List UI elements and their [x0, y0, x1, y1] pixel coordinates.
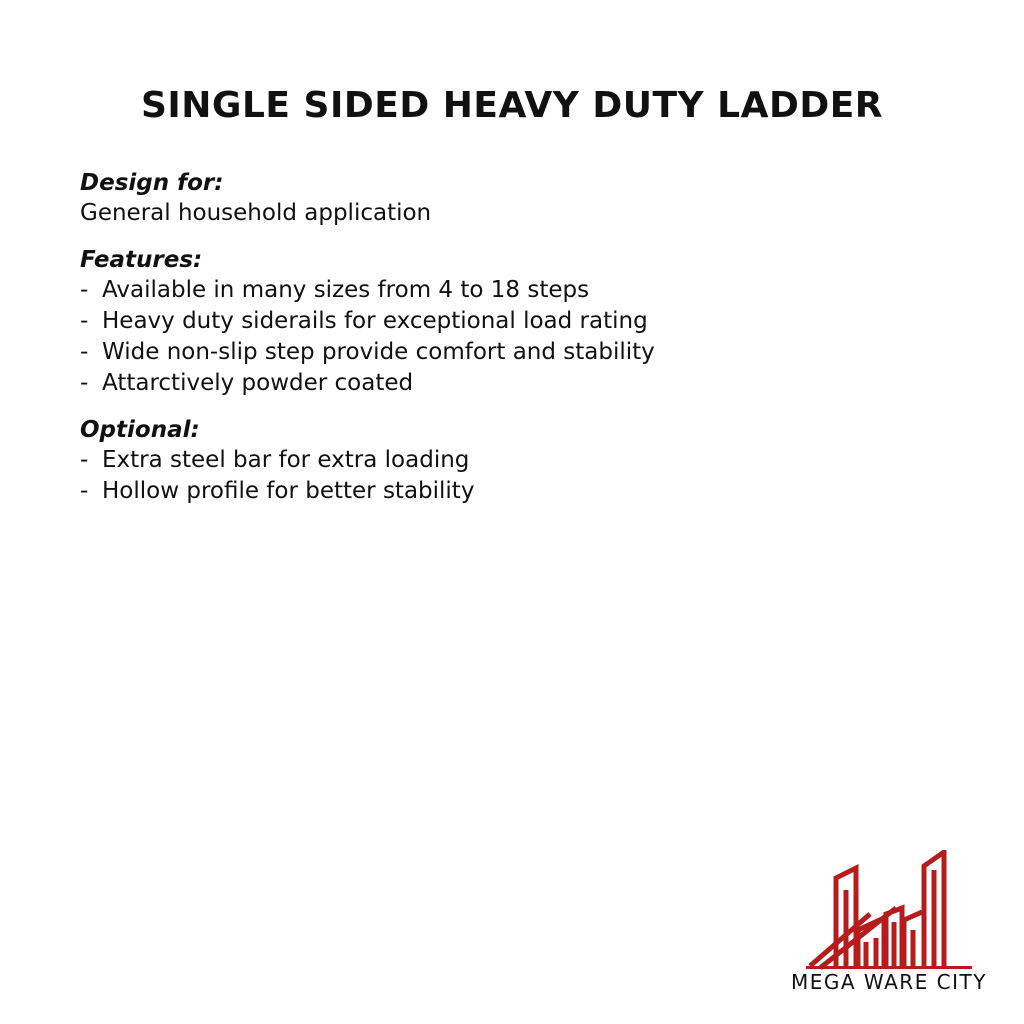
optional-section [80, 415, 960, 507]
features-heading: Features: [80, 247, 203, 273]
optional-text: Extra steel bar for extra loading [102, 447, 470, 473]
bullet-dash: - [80, 308, 89, 334]
list-item [80, 337, 960, 368]
list-item [80, 306, 960, 337]
feature-text: Wide non-slip step provide comfort and stability [102, 339, 655, 365]
brand-logo [784, 850, 994, 1000]
brand-logo-text: MEGA WARE CITY [791, 970, 987, 994]
features-section [80, 245, 960, 399]
feature-text: Heavy duty siderails for exceptional load rating [102, 308, 648, 334]
bullet-dash: - [80, 339, 89, 365]
bullet-dash: - [80, 447, 89, 473]
design-text: General household application [80, 200, 432, 226]
features-list [80, 275, 960, 399]
feature-text: Attarctively powder coated [102, 370, 414, 396]
optional-text: Hollow profile for better stability [102, 478, 475, 504]
list-item [80, 368, 960, 399]
list-item [80, 476, 960, 507]
bullet-dash: - [80, 370, 89, 396]
feature-text: Available in many sizes from 4 to 18 steps [102, 277, 590, 303]
list-item [80, 445, 960, 476]
buildings-icon [806, 850, 972, 970]
design-section [80, 168, 960, 229]
bullet-dash: - [80, 478, 89, 504]
page-title: SINGLE SIDED HEAVY DUTY LADDER [140, 85, 884, 126]
optional-list [80, 445, 960, 507]
list-item [80, 275, 960, 306]
bullet-dash: - [80, 277, 89, 303]
design-heading: Design for: [80, 170, 224, 196]
optional-heading: Optional: [80, 417, 200, 443]
content [80, 168, 960, 523]
